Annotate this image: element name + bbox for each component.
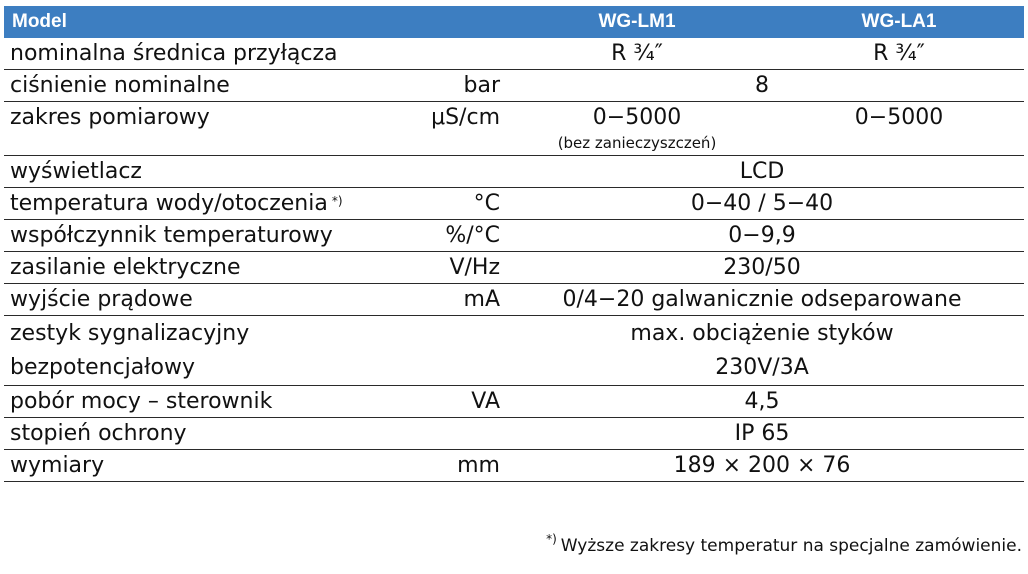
row-label: zasilanie elektryczne (10, 255, 241, 280)
header-wg-lm1: WG-LM1 (598, 11, 676, 32)
footnote-mark: *) (331, 194, 343, 208)
row-value-line2: 230V/3A (715, 355, 809, 380)
row-label: wyświetlacz (10, 159, 142, 184)
row-unit: mm (457, 453, 500, 478)
row-value-lm: 0−5000 (592, 105, 682, 130)
row-value: 4,5 (744, 389, 780, 414)
table-row (4, 386, 1024, 418)
row-label: stopień ochrony (10, 421, 187, 446)
table-row (4, 102, 1024, 156)
row-label: wymiary (10, 453, 105, 478)
row-value-la: R ¾″ (873, 41, 925, 66)
row-label: nominalna średnica przyłącza (10, 41, 338, 66)
footnote (546, 532, 1022, 556)
row-value: IP 65 (734, 421, 790, 446)
row-value-cell (500, 317, 1024, 385)
table-row (4, 38, 1024, 70)
row-label-cell (4, 188, 404, 219)
table-row (4, 418, 1024, 450)
table-row (4, 156, 1024, 188)
row-value-lm: R ¾″ (611, 41, 663, 66)
table-row (4, 70, 1024, 102)
row-unit: %/°C (445, 223, 500, 248)
row-label: pobór mocy – sterownik (10, 389, 273, 414)
table-row (4, 450, 1024, 482)
header-wg-la1: WG-LA1 (861, 11, 937, 32)
table-row (4, 316, 1024, 386)
row-label-cell (4, 317, 404, 385)
row-value: LCD (739, 159, 785, 184)
spec-table (4, 6, 1024, 482)
row-value: 189 × 200 × 76 (673, 453, 851, 478)
row-label: temperatura wody/otoczenia (10, 191, 328, 216)
row-value: 8 (755, 73, 769, 98)
row-value-note: (bez zanieczyszczeń) (557, 134, 717, 152)
row-value-la: 0−5000 (854, 105, 944, 130)
header-model: Model (12, 11, 67, 32)
row-value-line1: max. obciążenie styków (630, 321, 894, 346)
row-unit: V/Hz (449, 255, 500, 280)
row-unit: mA (463, 287, 500, 312)
row-label: wyjście prądowe (10, 287, 193, 312)
row-unit: μS/cm (431, 105, 500, 130)
row-value-lm-cell (500, 102, 774, 155)
footnote-mark: *) (546, 532, 557, 546)
row-unit: °C (473, 191, 500, 216)
row-label: współczynnik temperaturowy (10, 223, 333, 248)
table-row (4, 284, 1024, 316)
row-value: 230/50 (723, 255, 801, 280)
table-row (4, 220, 1024, 252)
row-label: ciśnienie nominalne (10, 73, 230, 98)
row-value: 0−40 / 5−40 (690, 191, 834, 216)
row-unit: VA (471, 389, 500, 414)
table-header (4, 6, 1024, 38)
footnote-text: Wyższe zakresy temperatur na specjalne zamówienie. (560, 536, 1022, 556)
row-label: zakres pomiarowy (10, 105, 210, 130)
row-unit: bar (463, 73, 500, 98)
table-row (4, 188, 1024, 220)
row-label-line2: bezpotencjałowy (10, 355, 195, 380)
table-row (4, 252, 1024, 284)
row-label-line1: zestyk sygnalizacyjny (10, 321, 250, 346)
row-value: 0/4−20 galwanicznie odseparowane (562, 287, 962, 312)
row-value: 0−9,9 (728, 223, 796, 248)
